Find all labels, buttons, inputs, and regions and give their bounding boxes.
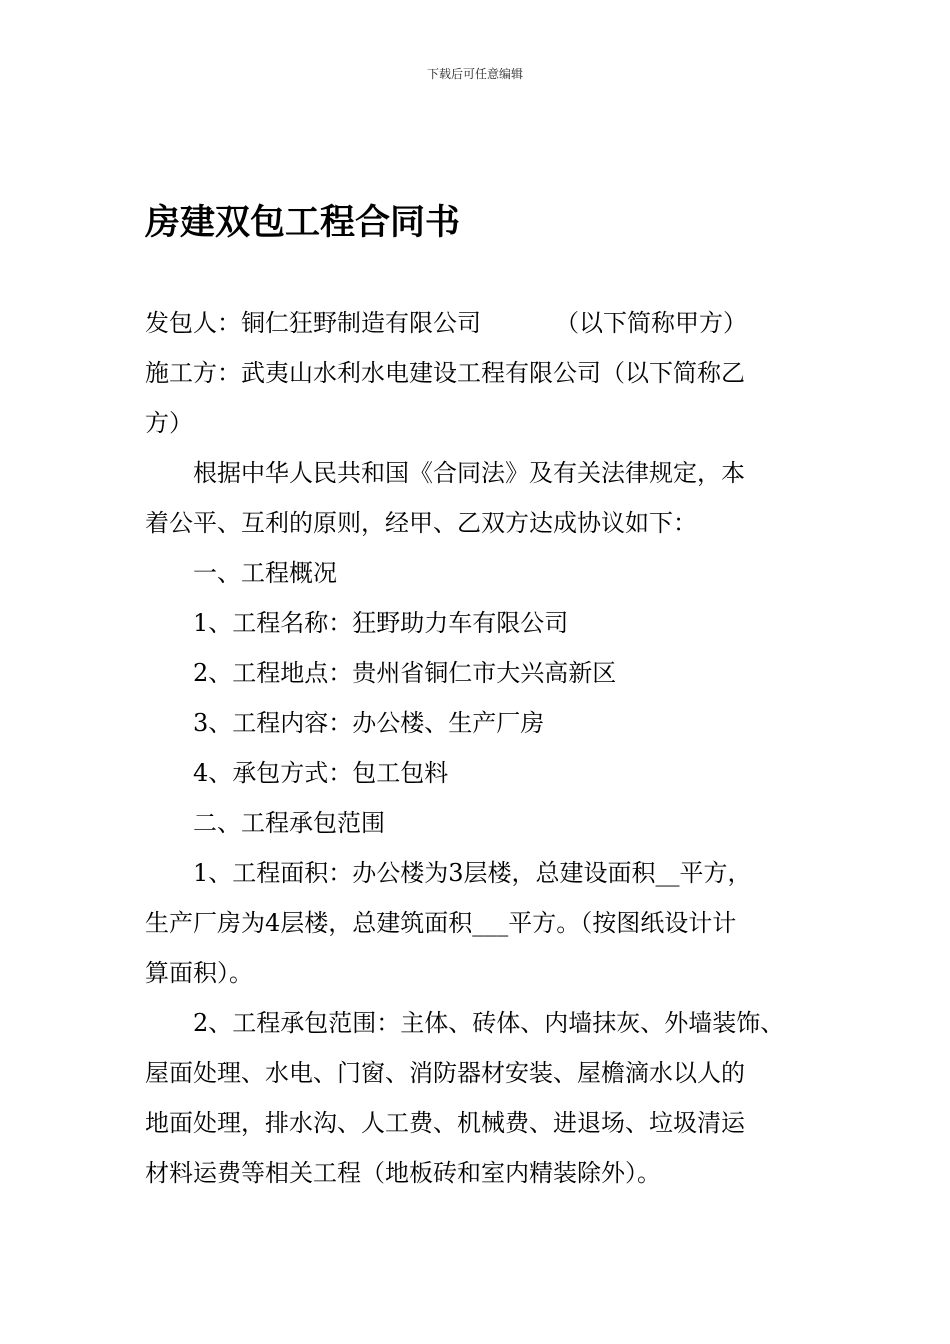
project-name: 1、工程名称：狂野助力车有限公司	[193, 609, 569, 637]
scope-line-1: 2、工程承包范围：主体、砖体、内墙抹灰、外墙装饰、	[193, 1009, 785, 1037]
contractor-line-1: 施工方：武夷山水利水电建设工程有限公司（以下简称乙	[145, 359, 745, 387]
document-title: 房建双包工程合同书	[145, 203, 461, 243]
section-heading-scope: 二、工程承包范围	[193, 809, 385, 837]
page-header: 下载后可任意编辑	[426, 67, 523, 81]
project-content: 3、工程内容：办公楼、生产厂房	[193, 709, 545, 737]
employer-label: 发包人：	[145, 309, 241, 337]
scope-line-2: 屋面处理、水电、门窗、消防器材安装、屋檐滴水以人的	[145, 1059, 745, 1087]
intro-line-1: 根据中华人民共和国《合同法》及有关法律规定，本	[193, 459, 745, 487]
scope-line-4: 材料运费等相关工程（地板砖和室内精装除外）。	[145, 1159, 661, 1187]
contract-method: 4、承包方式：包工包料	[193, 759, 449, 787]
section-heading-overview: 一、工程概况	[193, 559, 337, 587]
area-line-3: 算面积）。	[145, 959, 253, 987]
project-location: 2、工程地点：贵州省铜仁市大兴高新区	[193, 659, 617, 687]
area-line-1: 1、工程面积：办公楼为3层楼，总建设面积__平方，	[193, 859, 752, 887]
contractor-line-2: 方）	[145, 409, 193, 437]
employer-line	[145, 298, 747, 348]
employer-name: 铜仁狂野制造有限公司	[241, 309, 481, 337]
employer-alias: （以下简称甲方）	[555, 309, 747, 337]
intro-line-2: 着公平、互利的原则，经甲、乙双方达成协议如下：	[145, 509, 697, 537]
area-line-2: 生产厂房为4层楼，总建筑面积___平方。（按图纸设计计	[145, 909, 737, 937]
scope-line-3: 地面处理，排水沟、人工费、机械费、进退场、垃圾清运	[145, 1109, 745, 1137]
